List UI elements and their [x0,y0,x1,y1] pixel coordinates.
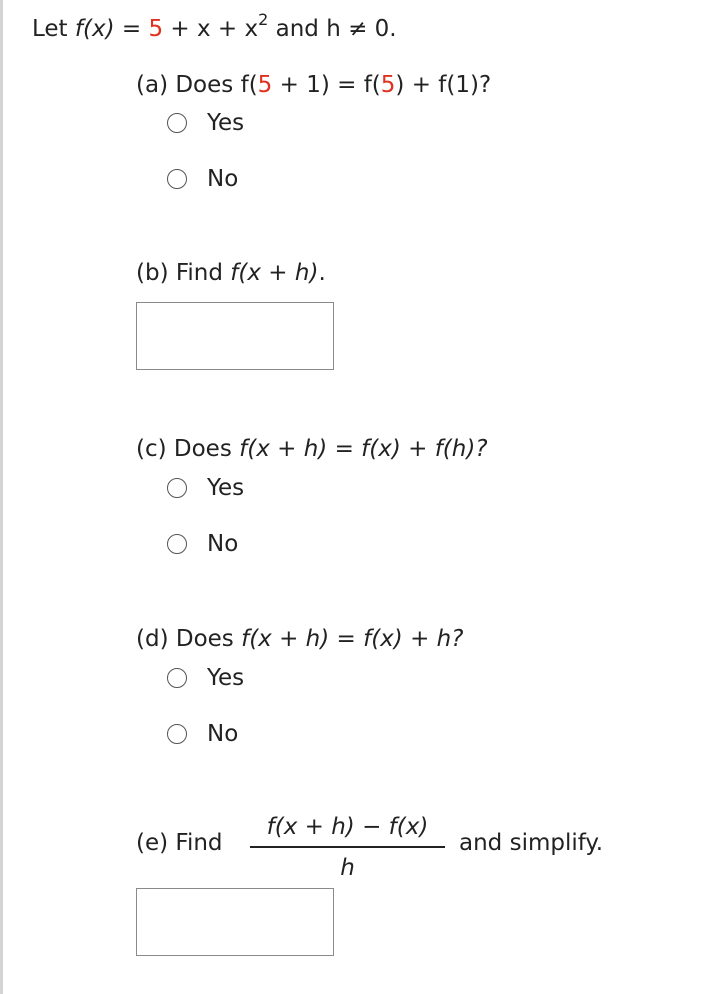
part-a-rhs-rest: ) + f(1)? [395,72,492,98]
part-a-question [136,70,491,100]
part-e-suffix-text: and simplify. [459,830,604,856]
part-d-option-no[interactable] [167,719,238,749]
part-e-label [136,828,223,858]
radio-button-icon[interactable] [167,169,187,189]
part-a-lhs-rest: + 1) = f( [279,72,381,98]
left-border [0,0,3,994]
option-label: No [207,166,239,192]
option-label: No [207,721,239,747]
radio-button-icon[interactable] [167,724,187,744]
part-c-label: (c) Does [136,436,232,462]
part-a-option-yes[interactable] [167,108,244,138]
part-e-answer-input[interactable] [136,888,334,956]
option-label: Yes [207,110,245,136]
part-e-suffix [459,828,603,858]
exponent: 2 [258,10,269,29]
expression-rest: + x + x [170,16,259,42]
equals-sign: = [121,16,142,42]
constant-term: 5 [148,16,164,42]
part-a-lhs-open: f( [240,72,258,98]
part-d-question [136,624,463,654]
fraction-numerator: f(x + h) − f(x) [266,814,429,840]
part-d-label: (d) Does [136,626,234,652]
part-a-option-no[interactable] [167,164,238,194]
fraction-denominator: h [340,855,355,881]
part-d-expression: f(x + h) = f(x) + h? [241,626,464,652]
option-label: Yes [207,475,245,501]
fraction-bar [250,846,445,848]
radio-button-icon[interactable] [167,478,187,498]
option-label: Yes [207,665,245,691]
part-b-period: . [318,260,326,286]
and-text: and [275,16,319,42]
radio-button-icon[interactable] [167,113,187,133]
part-c-option-yes[interactable] [167,473,244,503]
problem-statement [32,10,397,44]
option-label: No [207,531,239,557]
part-e-label-text: (e) Find [136,830,223,856]
part-a-rhs-number: 5 [380,72,396,98]
part-b-label: (b) Find [136,260,223,286]
let-text: Let [32,16,68,42]
function-notation: f(x) [74,16,115,42]
part-c-expression: f(x + h) = f(x) + f(h)? [239,436,488,462]
part-b-answer-input[interactable] [136,302,334,370]
part-a-label: (a) Does [136,72,234,98]
part-c-option-no[interactable] [167,529,238,559]
h-condition: h ≠ 0. [326,16,397,42]
difference-quotient-fraction [250,812,445,882]
part-b-question [136,258,326,288]
radio-button-icon[interactable] [167,534,187,554]
radio-button-icon[interactable] [167,668,187,688]
part-b-expression: f(x + h) [230,260,319,286]
part-d-option-yes[interactable] [167,663,244,693]
part-c-question [136,434,488,464]
part-a-lhs-number: 5 [257,72,273,98]
